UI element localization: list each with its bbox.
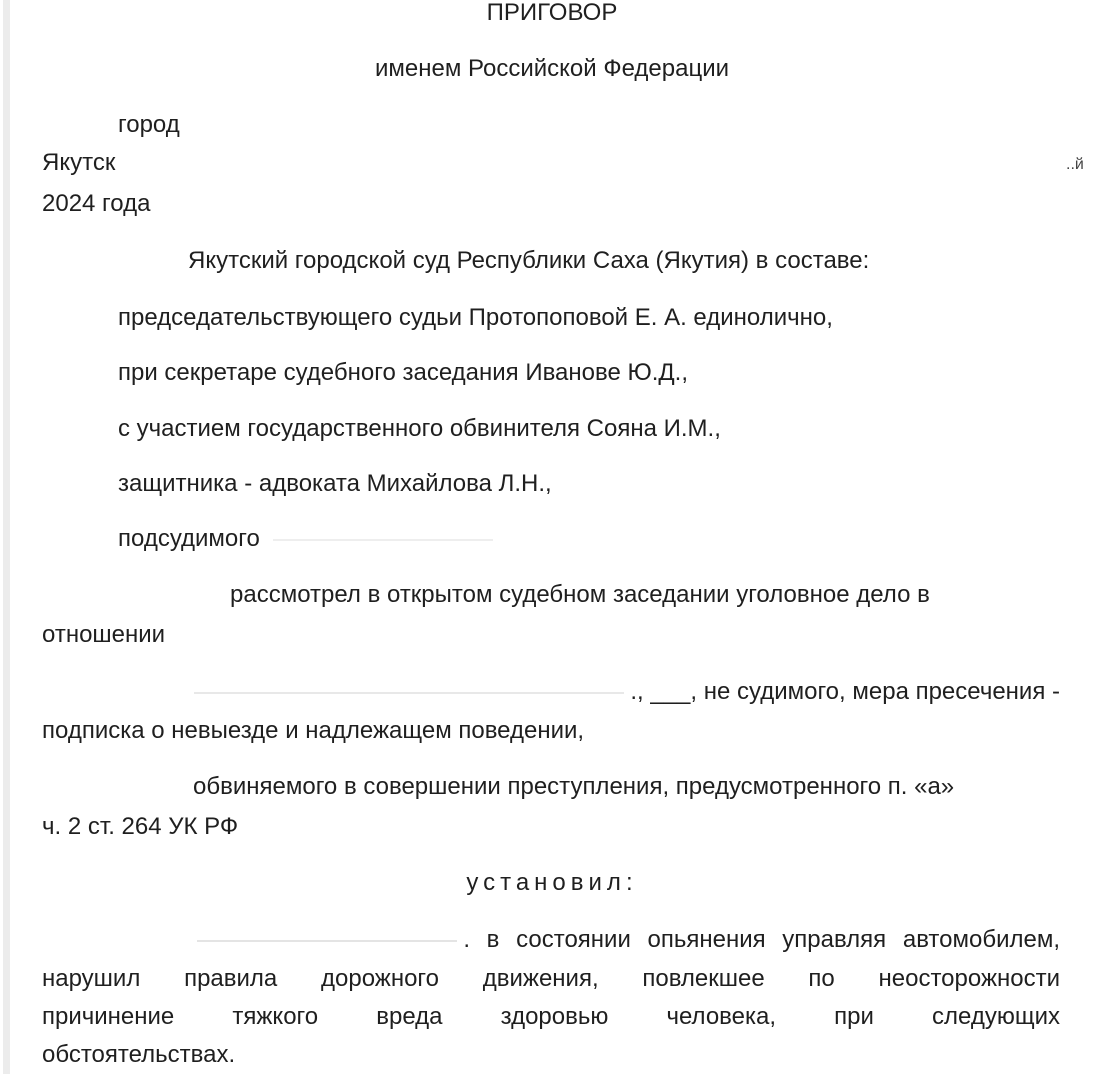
redacted-defendant-name-2 [197, 940, 457, 942]
redacted-defendant-name [273, 539, 493, 541]
defendant-info-line1 [118, 677, 1060, 707]
defendant-info-line2: подписка о невыезде и надлежащем поведении, [42, 717, 585, 744]
defendant-label: подсудимого [118, 525, 260, 552]
document-subtitle: именем Российской Федерации [375, 55, 729, 82]
charge-line1: обвиняемого в совершении преступления, предусмотренного п. «а» [193, 773, 955, 800]
year: 2024 года [42, 190, 151, 217]
defender: защитника - адвоката Михайлова Л.Н., [118, 470, 552, 497]
defendant-info-tail: ., ___, не судимого, мера пресечения - [630, 678, 1060, 705]
date-redacted-fragment: ..й [1066, 156, 1084, 173]
established-line2: нарушил правила дорожного движения, повлекшее по неосторожности [42, 965, 1060, 992]
established-line1-text: . в состоянии опьянения управляя автомобилем, [463, 926, 1060, 953]
court-secretary: при секретаре судебного заседания Иванове Ю.Д., [118, 359, 688, 386]
court-intro: Якутский городской суд Республики Саха (Якутия) в составе: [188, 247, 870, 274]
consideration-line1: рассмотрел в открытом судебном заседании уголовное дело в [230, 581, 930, 608]
document-title: ПРИГОВОР [486, 0, 618, 26]
defendant-line [118, 524, 493, 554]
prosecutor: с участием государственного обвинителя Сояна И.М., [118, 415, 721, 442]
established-heading: установил: [466, 869, 638, 896]
established-line1 [118, 925, 1060, 955]
city-label: город [118, 111, 180, 138]
consideration-line2: отношении [42, 621, 166, 648]
redacted-defendant-details [194, 692, 624, 694]
established-line4: обстоятельствах. [42, 1041, 236, 1068]
city-name: Якутск [42, 149, 116, 176]
charge-line2: ч. 2 ст. 264 УК РФ [42, 813, 239, 840]
established-line3: причинение тяжкого вреда здоровью человека, при следующих [42, 1003, 1060, 1030]
presiding-judge: председательствующего судьи Протопоповой Е. А. единолично, [118, 304, 833, 331]
